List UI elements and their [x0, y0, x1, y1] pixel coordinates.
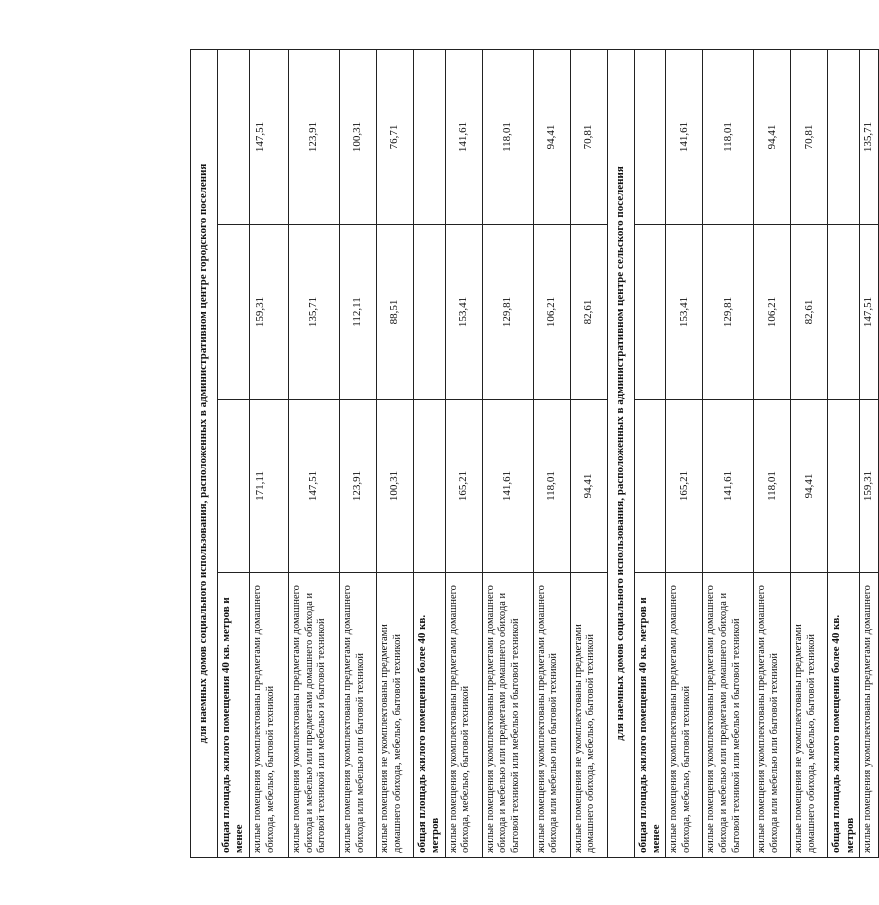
section-title: для наемных домов социального использования, расположенных в административном центре городского поселения: [191, 49, 218, 857]
value-cell: 141,61: [703, 400, 754, 573]
value-cell: 70,81: [570, 49, 607, 224]
subsection-header: [218, 49, 250, 857]
section-title: для наемных домов социального использования, расположенных в административном центре сельского поселения: [607, 49, 634, 857]
value-cell: 88,51: [376, 225, 413, 400]
row-label: жилые помещения укомплектованы предметами домашнего обихода и мебелью или предметами домашнего обихода и бытовой техникой или мебелью и бытовой техникой: [703, 573, 754, 858]
value-cell: 70,81: [791, 49, 828, 224]
value-cell: 165,21: [666, 400, 703, 573]
value-cell: 82,61: [570, 225, 607, 400]
value-cell: 106,21: [533, 225, 570, 400]
subsection-title: общая площадь жилого помещения более 40 кв. метров: [828, 573, 860, 858]
subsection-header: [828, 49, 860, 857]
table-row: [791, 49, 828, 857]
table-row: [376, 49, 413, 857]
value-cell: 141,61: [482, 400, 533, 573]
value-cell: 118,01: [754, 400, 791, 573]
row-label: жилые помещения не укомплектованы предметами домашнего обихода, мебелью, бытовой техникой: [791, 573, 828, 858]
value-cell: 153,41: [666, 225, 703, 400]
row-label: жилые помещения укомплектованы предметами домашнего обихода, мебелью, бытовой техникой: [249, 573, 288, 858]
row-label: жилые помещения укомплектованы предметами домашнего: [860, 573, 878, 858]
subsection-header: [634, 49, 666, 857]
value-cell: 82,61: [791, 225, 828, 400]
table-row: [754, 49, 791, 857]
rate-table: [190, 49, 879, 858]
table-row: [249, 49, 288, 857]
subsection-title: общая площадь жилого помещения 40 кв. метров и менее: [634, 573, 666, 858]
table-row: [570, 49, 607, 857]
value-cell: 153,41: [445, 225, 482, 400]
row-label: жилые помещения не укомплектованы предметами домашнего обихода, мебелью, бытовой техникой: [570, 573, 607, 858]
row-label: жилые помещения укомплектованы предметами домашнего обихода и мебелью или предметами домашнего обихода и бытовой техникой или мебелью и бытовой техникой: [482, 573, 533, 858]
row-label: жилые помещения укомплектованы предметами домашнего обихода, мебелью, бытовой техникой: [445, 573, 482, 858]
value-cell: 94,41: [791, 400, 828, 573]
value-cell: 94,41: [533, 49, 570, 224]
value-cell: 129,81: [703, 225, 754, 400]
value-cell: 159,31: [860, 400, 878, 573]
row-label: жилые помещения укомплектованы предметами домашнего обихода или мебелью или бытовой техникой: [533, 573, 570, 858]
value-cell: 123,91: [288, 49, 339, 224]
value-cell: 100,31: [339, 49, 376, 224]
table-row: [339, 49, 376, 857]
row-label: жилые помещения укомплектованы предметами домашнего обихода или мебелью или бытовой техникой: [339, 573, 376, 858]
value-cell: 129,81: [482, 225, 533, 400]
table-row: [533, 49, 570, 857]
section-header: [607, 49, 634, 857]
value-cell: 147,51: [860, 225, 878, 400]
value-cell: 76,71: [376, 49, 413, 224]
value-cell: 147,51: [288, 400, 339, 573]
subsection-title: общая площадь жилого помещения 40 кв. метров и менее: [218, 573, 250, 858]
value-cell: 94,41: [570, 400, 607, 573]
value-cell: 118,01: [703, 49, 754, 224]
subsection-header: [413, 49, 445, 857]
value-cell: 118,01: [482, 49, 533, 224]
value-cell: 171,11: [249, 400, 288, 573]
value-cell: 147,51: [249, 49, 288, 224]
table-row: [666, 49, 703, 857]
rotated-page: [190, 50, 875, 858]
value-cell: 141,61: [445, 49, 482, 224]
value-cell: 141,61: [666, 49, 703, 224]
value-cell: 118,01: [533, 400, 570, 573]
value-cell: 135,71: [860, 49, 878, 224]
table-row: [445, 49, 482, 857]
table-row: [703, 49, 754, 857]
section-header: [191, 49, 218, 857]
value-cell: 135,71: [288, 225, 339, 400]
table-row: [288, 49, 339, 857]
value-cell: 165,21: [445, 400, 482, 573]
value-cell: 100,31: [376, 400, 413, 573]
value-cell: 112,11: [339, 225, 376, 400]
row-label: жилые помещения не укомплектованы предметами домашнего обихода, мебелью, бытовой техникой: [376, 573, 413, 858]
value-cell: 159,31: [249, 225, 288, 400]
value-cell: 106,21: [754, 225, 791, 400]
subsection-title: общая площадь жилого помещения более 40 кв. метров: [413, 573, 445, 858]
row-label: жилые помещения укомплектованы предметами домашнего обихода и мебелью или предметами домашнего обихода и бытовой техникой или мебелью и бытовой техникой: [288, 573, 339, 858]
table-row: [860, 49, 878, 857]
row-label: жилые помещения укомплектованы предметами домашнего обихода или мебелью или бытовой техникой: [754, 573, 791, 858]
table-row: [482, 49, 533, 857]
row-label: жилые помещения укомплектованы предметами домашнего обихода, мебелью, бытовой техникой: [666, 573, 703, 858]
value-cell: 123,91: [339, 400, 376, 573]
value-cell: 94,41: [754, 49, 791, 224]
